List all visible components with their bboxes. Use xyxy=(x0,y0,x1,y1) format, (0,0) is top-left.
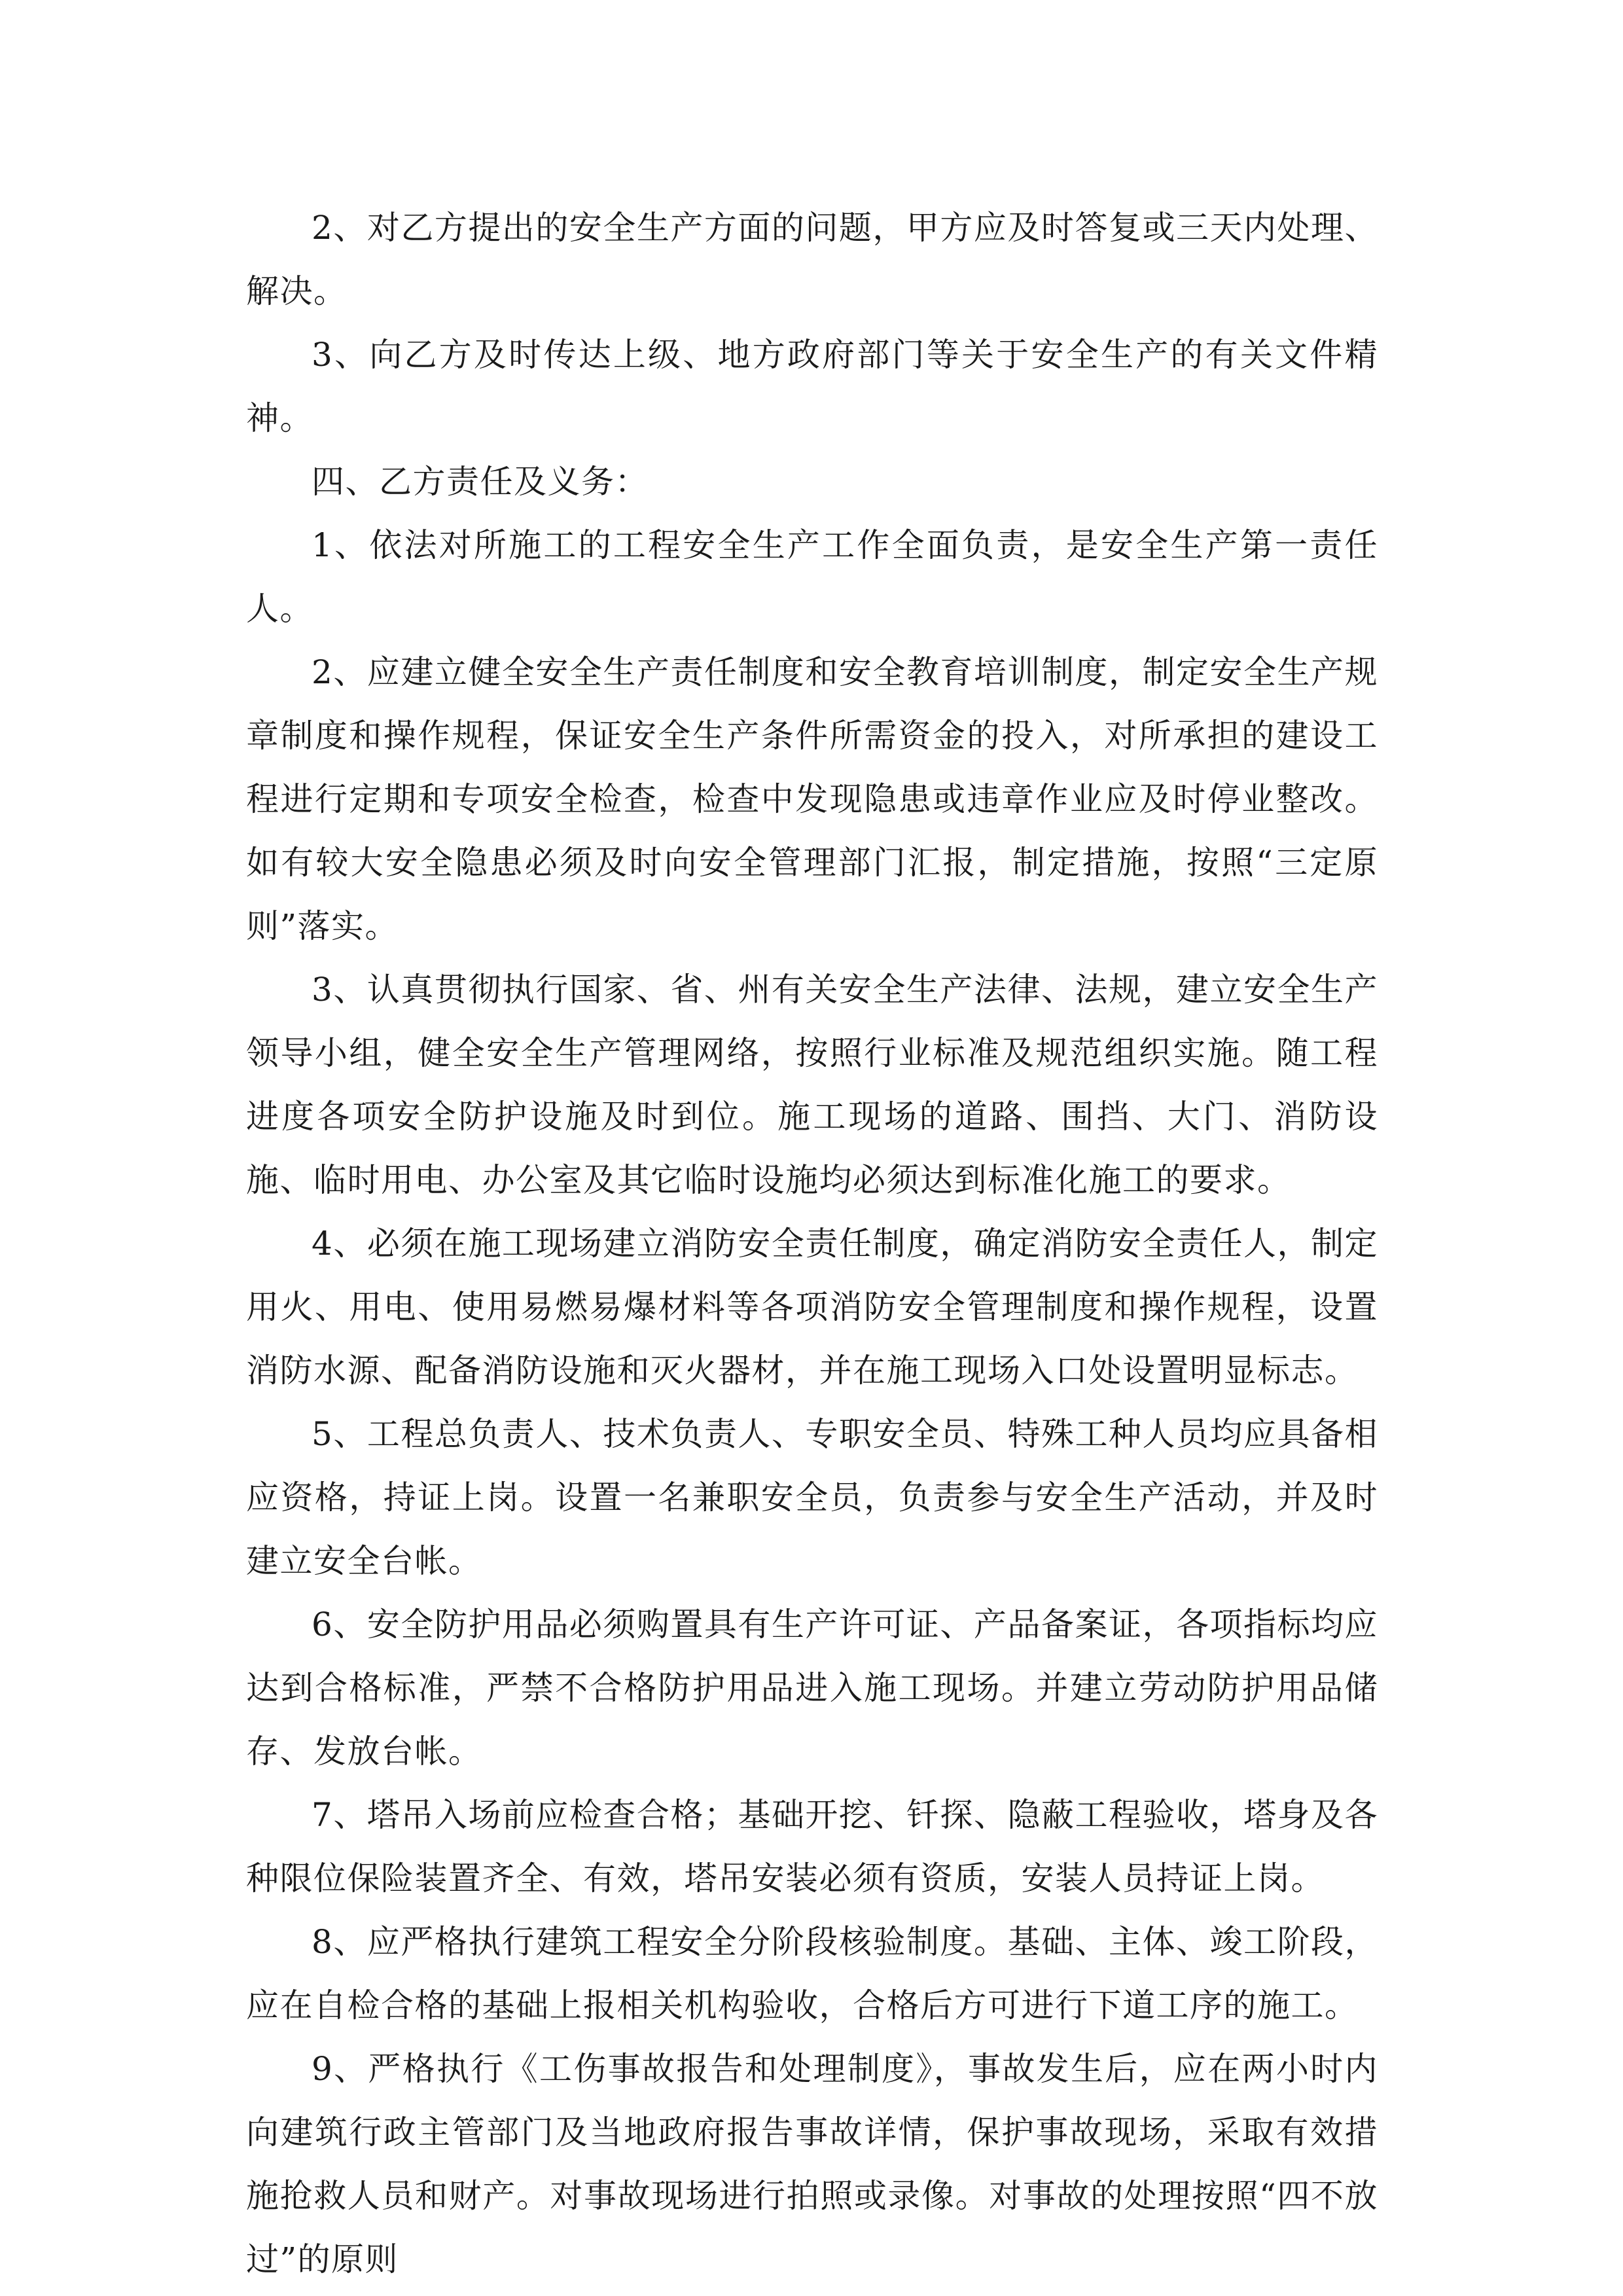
paragraph-party-b-9: 9、严格执行《工伤事故报告和处理制度》，事故发生后，应在两小时内向建筑行政主管部门及当地政府报告事故详情，保护事故现场，采取有效措施抢救人员和财产。对事故现场进行拍照或录像。对事故的处理按照“四不放过”的原则 xyxy=(246,2050,1378,2278)
paragraph-party-b-2: 2、应建立健全安全生产责任制度和安全教育培训制度，制定安全生产规章制度和操作规程，保证安全生产条件所需资金的投入，对所承担的建设工程进行定期和专项安全检查，检查中发现隐患或违章作业应及时停业整改。如有较大安全隐患必须及时向安全管理部门汇报，制定措施，按照“三定原则”落实。 xyxy=(246,653,1378,945)
document-body xyxy=(246,196,1378,2291)
paragraph-party-b-1: 1、依法对所施工的工程安全生产工作全面负责，是安全生产第一责任人。 xyxy=(246,526,1378,628)
paragraph-party-b-4: 4、必须在施工现场建立消防安全责任制度，确定消防安全责任人，制定用火、用电、使用易燃易爆材料等各项消防安全管理制度和操作规程，设置消防水源、配备消防设施和灭火器材，并在施工现场入口处设置明显标志。 xyxy=(246,1225,1378,1390)
paragraph-party-b-6: 6、安全防护用品必须购置具有生产许可证、产品备案证，各项指标均应达到合格标准，严禁不合格防护用品进入施工现场。并建立劳动防护用品储存、发放台帐。 xyxy=(246,1605,1378,1770)
paragraph-party-b-3: 3、认真贯彻执行国家、省、州有关安全生产法律、法规，建立安全生产领导小组，健全安全生产管理网络，按照行业标准及规范组织实施。随工程进度各项安全防护设施及时到位。施工现场的道路、围挡、大门、消防设施、临时用电、办公室及其它临时设施均必须达到标准化施工的要求。 xyxy=(246,971,1378,1199)
section-heading-party-b: 四、乙方责任及义务： xyxy=(312,463,649,501)
paragraph-party-b-7: 7、塔吊入场前应检查合格；基础开挖、钎探、隐蔽工程验收，塔身及各种限位保险装置齐全、有效，塔吊安装必须有资质，安装人员持证上岗。 xyxy=(246,1796,1378,1897)
paragraph-party-a-3: 3、向乙方及时传达上级、地方政府部门等关于安全生产的有关文件精神。 xyxy=(246,336,1378,437)
paragraph-party-a-2: 2、对乙方提出的安全生产方面的问题，甲方应及时答复或三天内处理、解决。 xyxy=(246,209,1378,310)
paragraph-party-b-5: 5、工程总负责人、技术负责人、专职安全员、特殊工种人员均应具备相应资格，持证上岗。设置一名兼职安全员，负责参与安全生产活动，并及时建立安全台帐。 xyxy=(246,1415,1378,1580)
paragraph-party-b-8: 8、应严格执行建筑工程安全分阶段核验制度。基础、主体、竣工阶段，应在自检合格的基础上报相关机构验收，合格后方可进行下道工序的施工。 xyxy=(246,1923,1378,2024)
